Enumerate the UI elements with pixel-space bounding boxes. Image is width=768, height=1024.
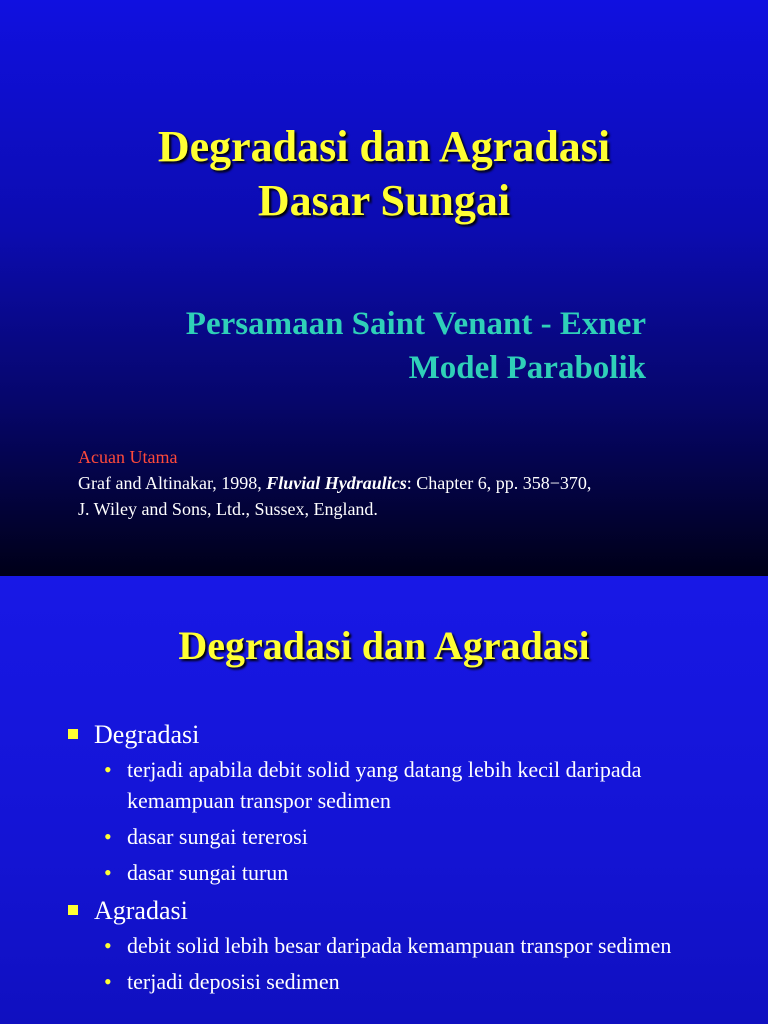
sub-bullet-item — [94, 821, 726, 852]
presentation-title — [0, 120, 768, 228]
reference-book-title: Fluvial Hydraulics — [266, 473, 407, 493]
reference-publisher: J. Wiley and Sons, Ltd., Sussex, England. — [78, 499, 378, 519]
square-bullet-icon — [68, 905, 78, 915]
dot-bullet-icon: • — [104, 933, 112, 958]
bullet-label: Agradasi — [94, 896, 188, 925]
sub-bullet-item — [94, 930, 726, 961]
title-line-2: Dasar Sungai — [257, 176, 511, 225]
sub-bullet-text: debit solid lebih besar daripada kemampuan transpor sedimen — [127, 933, 672, 958]
sub-bullet-text: terjadi apabila debit solid yang datang lebih kecil daripada kemampuan transpor sedimen — [127, 757, 642, 813]
title-line-1: Degradasi dan Agradasi — [157, 122, 611, 171]
reference-citation — [78, 473, 591, 519]
reference-block — [78, 444, 718, 522]
reference-prefix: Graf and Altinakar, 1998, — [78, 473, 267, 493]
presentation-subtitle — [186, 302, 646, 390]
slide-content — [0, 576, 768, 1024]
dot-bullet-icon: • — [104, 969, 112, 994]
square-bullet-icon — [68, 729, 78, 739]
subtitle-line-2: Model Parabolik — [408, 350, 646, 386]
slide-heading: Degradasi dan Agradasi — [178, 623, 590, 668]
bullet-label: Degradasi — [94, 720, 200, 749]
dot-bullet-icon: • — [104, 860, 112, 885]
sub-bullet-item — [94, 754, 726, 816]
reference-label: Acuan Utama — [78, 447, 178, 467]
sub-bullet-text: dasar sungai turun — [127, 860, 289, 885]
dot-bullet-icon: • — [104, 824, 112, 849]
bullet-item — [66, 718, 726, 888]
sub-bullet-list — [94, 930, 726, 997]
sub-bullet-item — [94, 857, 726, 888]
sub-bullet-text: dasar sungai tererosi — [127, 824, 308, 849]
subtitle-line-1: Persamaan Saint Venant - Exner — [185, 306, 646, 342]
dot-bullet-icon: • — [104, 757, 112, 782]
sub-bullet-item — [94, 966, 726, 997]
bullet-list — [66, 718, 726, 1003]
sub-bullet-text: terjadi deposisi sedimen — [127, 969, 340, 994]
bullet-item — [66, 894, 726, 997]
sub-bullet-list — [94, 754, 726, 888]
reference-suffix: : Chapter 6, pp. 358−370, — [406, 473, 592, 493]
